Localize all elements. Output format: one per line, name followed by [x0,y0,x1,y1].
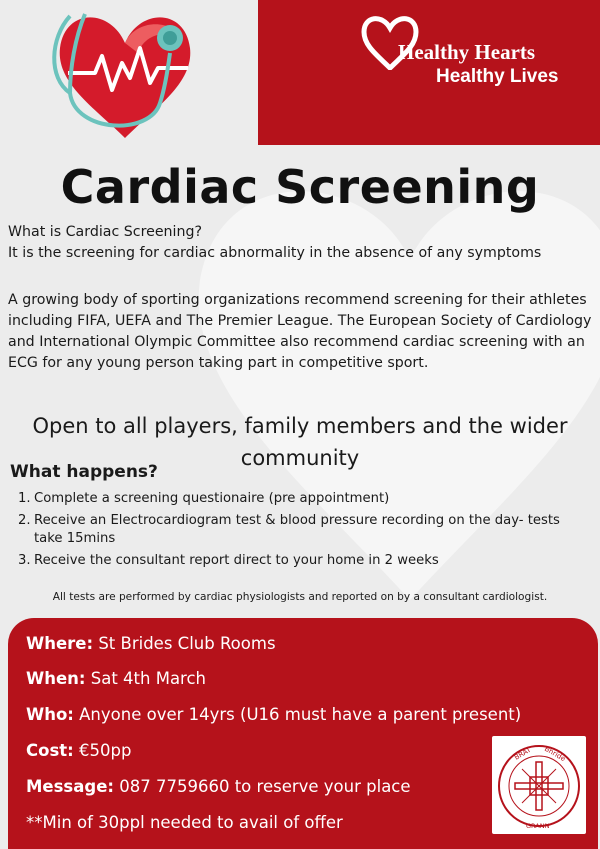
intro-question: What is Cardiac Screening? [8,224,203,240]
page-title: Cardiac Screening [60,160,540,214]
where-label: Where: [26,634,94,653]
crest-text-right: Bhríde [543,744,567,764]
list-item [18,552,588,571]
cost-row [26,741,131,760]
step-text: Complete a screening questionaire (pre appointment) [34,491,390,506]
club-crest-logo [492,736,586,834]
where-value: St Brides Club Rooms [98,634,276,653]
recommendation-paragraph: A growing body of sporting organizations recommend screening for their athletes including FIFA, UEFA and The Premier League. The European Society of Cardiology and International Olympic Committee also recommend cardiac screening with an ECG for any young person taking part in competitive sport. [8,292,592,371]
message-row [26,777,411,796]
cost-label: Cost: [26,741,74,760]
step-number: 3. [18,552,31,568]
when-row [26,669,206,688]
brand-name-line1: Healthy Hearts [398,40,536,64]
intro-answer: It is the screening for cardiac abnormality in the absence of any symptoms [8,245,542,261]
heart-stethoscope-icon [40,8,210,143]
brand-name-line2: Healthy Lives [436,66,559,87]
steps-list [18,490,588,573]
where-row [26,634,276,653]
event-details-panel [8,618,598,849]
crest-text-bottom: GRANN [526,822,550,830]
message-value: 087 7759660 to reserve your place [119,777,411,796]
when-label: When: [26,669,86,688]
crest-text-left: BRAT [513,745,533,762]
open-to-statement: Open to all players, family members and the wider community [32,414,568,470]
who-label: Who: [26,705,74,724]
brand-banner [258,0,600,145]
step-number: 2. [18,512,31,528]
who-value: Anyone over 14yrs (U16 must have a parent present) [79,705,522,724]
step-number: 1. [18,491,31,506]
list-item [18,490,588,509]
list-item [18,512,588,549]
brigid-cross-icon [492,736,586,834]
minimum-note: **Min of 30ppl needed to avail of offer [26,813,343,832]
step-text: Receive the consultant report direct to your home in 2 weeks [34,552,439,568]
what-happens-heading: What happens? [10,462,158,482]
intro-text [8,222,593,264]
who-row [26,705,521,724]
when-value: Sat 4th March [90,669,207,688]
message-label: Message: [26,777,114,796]
step-text: Receive an Electrocardiogram test & blood pressure recording on the day- tests take 15mins [34,512,560,546]
cost-value: €50pp [79,741,132,760]
disclaimer-text: All tests are performed by cardiac physiologists and reported on by a consultant cardiologist. [52,591,548,603]
